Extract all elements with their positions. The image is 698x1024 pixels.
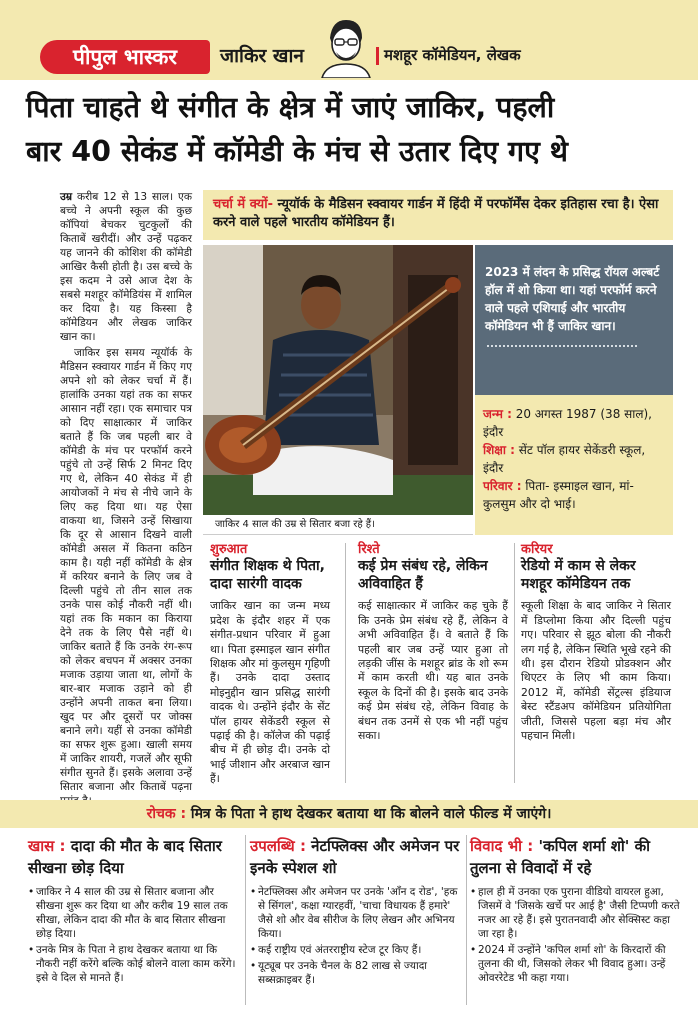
section-title: नेटफ्लिक्स और अमेजन पर इनके स्पेशल शो bbox=[250, 837, 460, 877]
photo-illustration bbox=[203, 245, 473, 515]
person-name: जाकिर खान bbox=[220, 45, 304, 67]
person-role: मशहूर कॉमेडियन, लेखक bbox=[384, 46, 521, 64]
facts-box bbox=[475, 245, 673, 535]
lede-paragraph-2: जाकिर इस समय न्यूयॉर्क के मैडिसन स्क्वायर गार्डन में किए गए अपने शो को लेकर चर्चा में हैं। हालांकि उनका यहां तक का सफर आसान नहीं रहा। एक समाचार पत्र को दिए साक्षात्कार में जाकिर बताते हैं कि जब पहली बार वे कॉमेडी के मंच पर परफॉर्म करने पहुंचे तो उन्हें सिर्फ 2 मिनट दिए गए थे, लेकिन 40 सेकंड में ही आयोजकों ने मंच से नीचे जाने के लिए कह दिया था। यह ऐसा वाकया था, जिसने उन्हें सिखाया कि दूर से आसान दिखने वाली कॉमेडी असल में कितना कठिन काम है। यही नहीं कॉमेडी के क्षेत्र में करियर बनाने के लिए जब वे दिल्ली पहुंचे तो तीन साल तक उनके पास कोई नौकरी नहीं थी। यहां तक कि मकान का किराया देने तक के लिए पैसे नहीं थे। जाकिर बताते हैं कि उनके रंग-रूप को लेकर बचपन में अक्सर उनका मजाक उड़ाया जाता था, लोगों के बार-बार मजाक उड़ाने को ही उन्होंने अपनी ताकत बना लिया। खुद पर और दूसरों पर जोक्स बनाने लगे। यहीं से उनका कॉमेडी का सफर शुरू हुआ। खाली समय में जाकिर शायरी, गजलें और सूफी संगीत सुनते हैं। इसके अलावा उन्हें सितार बजाना और किताबें पढ़ना bbox=[60, 347, 192, 793]
lede-text-1: करीब 12 से 13 साल। एक बच्चे ने अपनी स्कूल की कुछ कॉपियां बेचकर चुटकुलों की किताबें खरीदीं। और उन्हें पढ़कर यह जानने की कोशिश की कॉमेडी आखिर कैसी होती है। उस बच्चे के इस कदम ने उसे आज देश के सबसे मशहूर कॉमेडियंस में शामिल कर दिया है। यह किस्सा है कॉमेडियन और लेखक जाकिर खान का। bbox=[60, 191, 192, 343]
section-title: 'कपिल शर्मा शो' की तुलना से विवादों में रहे bbox=[470, 837, 651, 877]
lede-column bbox=[60, 190, 192, 810]
column-text: कई साक्षात्कार में जाकिर कह चुके हैं कि उनके प्रेम संबंध रहे हैं, लेकिन वे अभी अविवाहित हैं। वे बताते हैं कि पहली बार जब उन्हें प्यार हुआ तो लड़की जींस के मशहूर ब्रांड के शो रूम में काम करती थी। यह बात उनके स्कूल के दिनों की है। इसके बाद उनके कई प्रेम संबंध रहे, लेकिन विवाह के बंधन तक उनमें से एक भी नहीं पहुंच सका। bbox=[358, 599, 508, 743]
list-item: • हाल ही में उनका एक पुराना वीडियो वायरल हुआ, जिसमें वे 'जिसके खर्चे पर आई है' जैसी टिप्पणी करते नजर आ रहे हैं। इसे पुरातनवादी और सेक्सिस्ट कहा जा रहा है। bbox=[470, 885, 680, 941]
section-heading bbox=[28, 835, 243, 879]
section-label: उपलब्धि : bbox=[250, 837, 306, 855]
education-fact bbox=[483, 441, 665, 477]
facts-intro: 2023 में लंदन के प्रसिद्ध रॉयल अल्बर्ट हॉल में शो किया था। यहां परफॉर्म करने वाले पहले एशियाई और भारतीय कॉमेडियन भी हैं जाकिर खान। bbox=[485, 265, 660, 333]
family-label: परिवार : bbox=[483, 479, 522, 493]
list-item: • जाकिर ने 4 साल की उम्र से सितार बजाना और सीखना शुरू कर दिया था और करीब 19 साल तक सीखा, लेकिन दादा की मौत के बाद सितार सीखना छोड़ दिया। bbox=[28, 885, 243, 941]
section-label: विवाद भी : bbox=[470, 837, 534, 855]
column-divider bbox=[466, 835, 467, 1005]
family-value: पिता- इस्माइल खान, मां- कुलसुम और दो भाई। bbox=[483, 479, 634, 511]
interesting-fact-strip bbox=[0, 800, 698, 828]
birth-value: 20 अगस्त 1987 (38 साल), इंदौर bbox=[483, 407, 652, 439]
section-heading bbox=[470, 835, 680, 879]
column-beginning bbox=[210, 543, 330, 787]
controversy-section bbox=[470, 835, 680, 987]
achievement-section bbox=[250, 835, 465, 989]
column-tag: करियर bbox=[521, 542, 553, 557]
column-subhead: संगीत शिक्षक थे पिता, दादा सारंगी वादक bbox=[210, 558, 325, 593]
column-divider bbox=[514, 543, 515, 783]
headline-line-1: पिता चाहते थे संगीत के क्षेत्र में जाएं जाकिर, पहली bbox=[26, 91, 555, 124]
special-section bbox=[28, 835, 243, 987]
birth-fact bbox=[483, 405, 665, 441]
column-tag: शुरुआत bbox=[210, 542, 248, 557]
interesting-fact-text: मित्र के पिता ने हाथ देखकर बताया था कि बोलने वाले फील्ड में जाएंगे। bbox=[186, 806, 552, 822]
lede-paragraph-1 bbox=[60, 190, 192, 344]
column-career bbox=[521, 543, 671, 743]
bio-facts bbox=[475, 395, 673, 535]
column-divider bbox=[345, 543, 346, 783]
headline-line-2: बार 40 सेकंड में कॉमेडी के मंच से उतार दिए गए थे bbox=[26, 135, 568, 168]
section-label: खास : bbox=[28, 837, 66, 855]
family-fact bbox=[483, 477, 665, 513]
education-value: सेंट पॉल हायर सेकेंडरी स्कूल, इंदौर bbox=[483, 443, 646, 475]
section-heading bbox=[250, 835, 465, 879]
column-text: जाकिर खान का जन्म मध्य प्रदेश के इंदौर शहर में एक संगीत-प्रधान परिवार में हुआ था। पिता इस्माइल खान संगीत शिक्षक और मां कुलसुम गृहिणी हैं। उनके दादा उस्ताद मोइनुद्दीन खान प्रसिद्ध सारंगी वादक थे। उन्होंने इंदौर के सेंट पॉल हायर सेकेंडरी स्कूल से पढ़ाई की है। कॉलेज की पढ़ाई बीच में ही छोड़ दी। उनके दो भाई जीशान और अरबाज खान हैं। bbox=[210, 599, 330, 786]
interesting-fact-label: रोचक : bbox=[146, 806, 187, 822]
education-label: शिक्षा : bbox=[483, 443, 515, 457]
list-item: • नेटफ्लिक्स और अमेजन पर उनके 'आँन द रोड', 'हक से सिंगल', कक्षा ग्यारहवीं, 'चाचा विधायक हैं हमारे' जैसे शो और वेब सीरीज के लिए लेखन और अभिनय किया। bbox=[250, 885, 465, 941]
birth-label: जन्म : bbox=[483, 407, 512, 421]
list-item: • उनके मित्र के पिता ने हाथ देखकर बताया था कि नौकरी नहीं करेंगे बल्कि कोई बोलने वाला काम करेंगे। इसे वे दिल से मानते हैं। bbox=[28, 943, 243, 985]
column-subhead: रेडियो में काम से लेकर मशहूर कॉमेडियन तक bbox=[521, 558, 636, 593]
sitar-photo bbox=[203, 245, 473, 515]
list-item: • यूट्यूब पर उनके चैनल के 82 लाख से ज्यादा सब्सक्राइबर हैं। bbox=[250, 959, 465, 987]
column-divider bbox=[245, 835, 246, 1005]
photo-caption: जाकिर 4 साल की उम्र से सितार बजा रहे हैं। bbox=[203, 515, 473, 535]
column-subhead: कई प्रेम संबंध रहे, लेकिन अविवाहित हैं bbox=[358, 558, 488, 593]
portrait-sketch-icon bbox=[316, 14, 374, 78]
column-tag: रिश्ते bbox=[358, 542, 380, 557]
brand-logo: पीपुल भास्कर bbox=[40, 40, 210, 74]
lede-dropcap: उम्र bbox=[60, 191, 73, 203]
news-reason-box bbox=[203, 190, 673, 240]
column-text: स्कूली शिक्षा के बाद जाकिर ने सितार में डिप्लोमा किया और दिल्ली पहुंच गए। परिवार से झूठ बोला की नौकरी लग गई है, लेकिन स्थिति भूखे रहने की थी। इस दौरान रेडियो प्रोडक्शन और थिएटर के लिए भी काम किया। 2012 में, कॉमेडी सेंट्रल्स इंडियाज बेस्ट स्टैंडअप कॉमेडियन प्रतियोगिता जीती, जिससे पहला बड़ा मंच और पहचान मिली। bbox=[521, 599, 671, 743]
news-reason-text: न्यूयॉर्क के मैडिसन स्क्वायर गार्डन में हिंदी में परफॉर्मेंस देकर इतिहास रचा है। ऐसा करने वाले पहले भारतीय कॉमेडियन हैं। bbox=[213, 197, 659, 230]
column-relations bbox=[358, 543, 508, 743]
headline bbox=[26, 86, 676, 174]
facts-divider bbox=[487, 345, 637, 347]
list-item: • कई राष्ट्रीय एवं अंतरराष्ट्रीय स्टेज टूर किए हैं। bbox=[250, 943, 465, 957]
section-title: दादा की मौत के बाद सितार सीखना छोड़ दिया bbox=[28, 837, 222, 877]
news-reason-label: चर्चा में क्यों- bbox=[213, 197, 273, 212]
list-item: • 2024 में उन्होंने 'कपिल शर्मा शो' के किरदारों की तुलना की थी, जिसको लेकर भी विवाद हुआ। उन्हें ओवररेटेड भी कहा गया। bbox=[470, 943, 680, 985]
